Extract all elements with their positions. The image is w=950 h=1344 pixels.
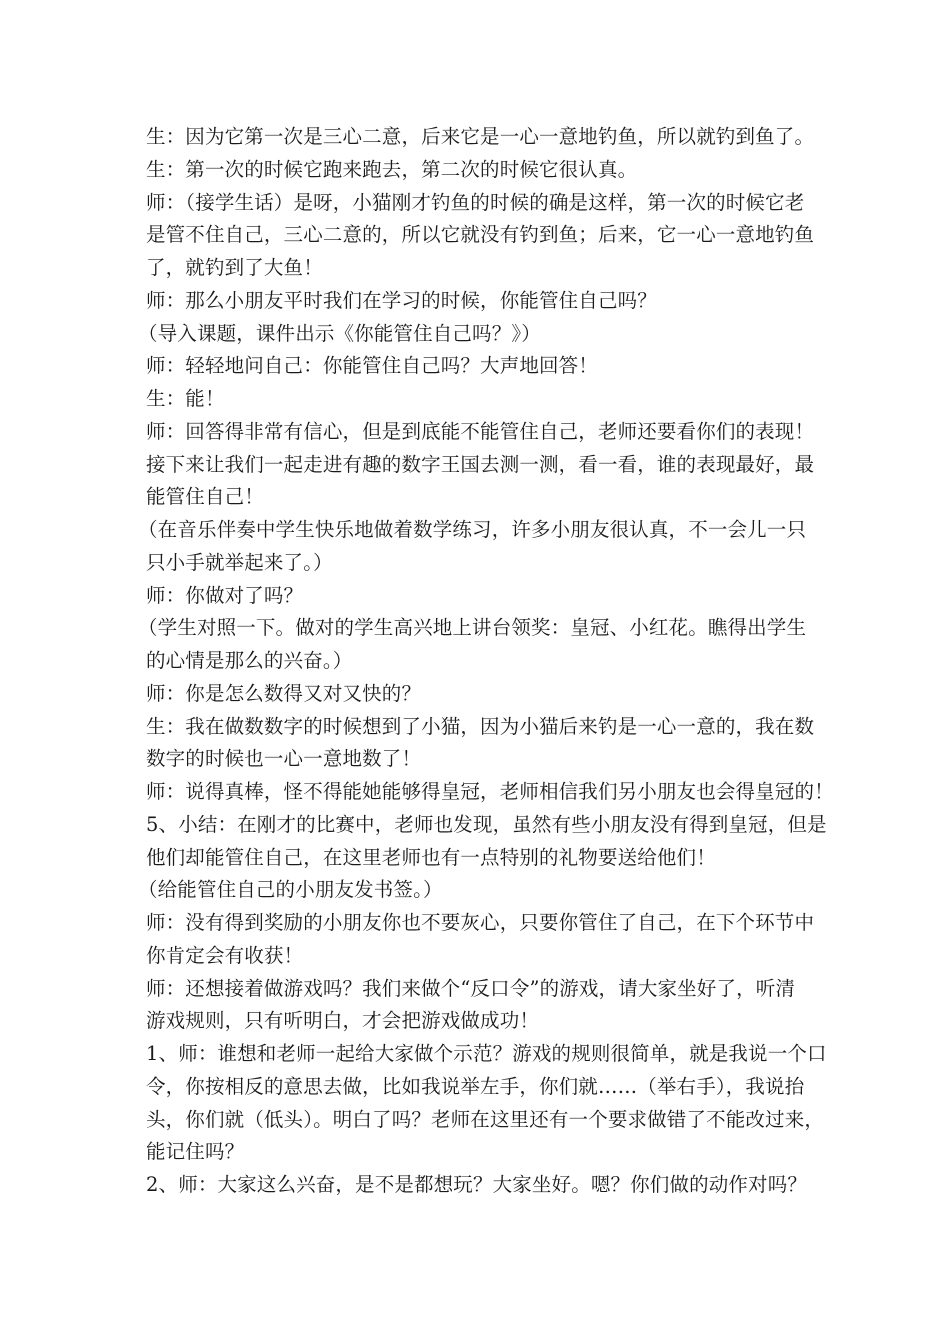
text-line: 师：还想接着做游戏吗？我们来做个“反口令”的游戏，请大家坐好了，听清: [146, 976, 796, 1000]
text-line: 师：回答得非常有信心，但是到底能不能管住自己，老师还要看你们的表现！: [146, 419, 815, 443]
document-body: [138, 121, 834, 1202]
text-line: 你肯定会有收获！: [146, 943, 304, 967]
text-line: 接下来让我们一起走进有趣的数字王国去测一测，看一看，谁的表现最好，最: [146, 452, 815, 476]
text-line: 游戏规则，只有听明白，才会把游戏做成功！: [146, 1009, 540, 1033]
text-line: 师：你是怎么数得又对又快的？: [146, 681, 422, 705]
text-line: 生：能！: [146, 387, 225, 410]
text-line: 师：你做对了吗？: [146, 583, 304, 607]
text-line: 1、师：谁想和老师一起给大家做个示范？游戏的规则很简单，就是我说一个口: [146, 1042, 827, 1065]
text-line: （学生对照一下。做对的学生高兴地上讲台领奖：皇冠、小红花。瞧得出学生: [138, 616, 807, 640]
text-line: 师：没有得到奖励的小朋友你也不要灰心，只要你管住了自己，在下个环节中: [146, 911, 815, 934]
text-line: 2、师：大家这么兴奋，是不是都想玩？大家坐好。嗯？你们做的动作对吗？: [146, 1173, 808, 1196]
text-line: 师：说得真棒，怪不得能她能够得皇冠，老师相信我们另小朋友也会得皇冠的！: [146, 780, 834, 803]
text-line: 他们却能管住自己，在这里老师也有一点特别的礼物要送给他们！: [146, 845, 716, 869]
text-line: 令，你按相反的意思去做，比如我说举左手，你们就……（举右手），我说抬: [146, 1074, 805, 1098]
text-line: 能记住吗？: [146, 1140, 245, 1164]
text-line: 数字的时候也一心一意地数了！: [146, 747, 422, 771]
text-line: 是管不住自己，三心二意的，所以它就没有钓到鱼；后来，它一心一意地钓鱼: [146, 223, 815, 247]
text-line: 生：因为它第一次是三心二意，后来它是一心一意地钓鱼，所以就钓到鱼了。: [146, 125, 815, 148]
text-line: 生：第一次的时候它跑来跑去，第二次的时候它很认真。: [146, 157, 638, 181]
text-line: 师：（接学生话）是呀，小猫刚才钓鱼的时候的确是这样，第一次的时候它老: [146, 190, 805, 214]
text-line: （给能管住自己的小朋友发书签。）: [138, 878, 443, 902]
text-line: 只小手就举起来了。）: [146, 550, 333, 574]
text-line: 能管住自己！: [146, 485, 264, 509]
text-line: 生：我在做数数字的时候想到了小猫，因为小猫后来钓是一心一意的，我在数: [146, 714, 815, 738]
text-line: 了，就钓到了大鱼！: [146, 256, 323, 279]
text-line: 师：轻轻地问自己：你能管住自己吗？大声地回答！: [146, 354, 598, 378]
text-line: 5、小结：在刚才的比赛中，老师也发现，虽然有些小朋友没有得到皇冠，但是: [146, 812, 827, 836]
text-line: 的心情是那么的兴奋。）: [146, 649, 353, 672]
text-line: 头，你们就（低头）。明白了吗？老师在这里还有一个要求做错了不能改过来，: [146, 1107, 825, 1131]
text-line: （导入课题，课件出示《你能管住自己吗？》）: [138, 321, 541, 345]
text-line: 师：那么小朋友平时我们在学习的时候，你能管住自己吗？: [146, 288, 657, 312]
text-line: （在音乐伴奏中学生快乐地做着数学练习，许多小朋友很认真，不一会儿一只: [138, 518, 807, 541]
